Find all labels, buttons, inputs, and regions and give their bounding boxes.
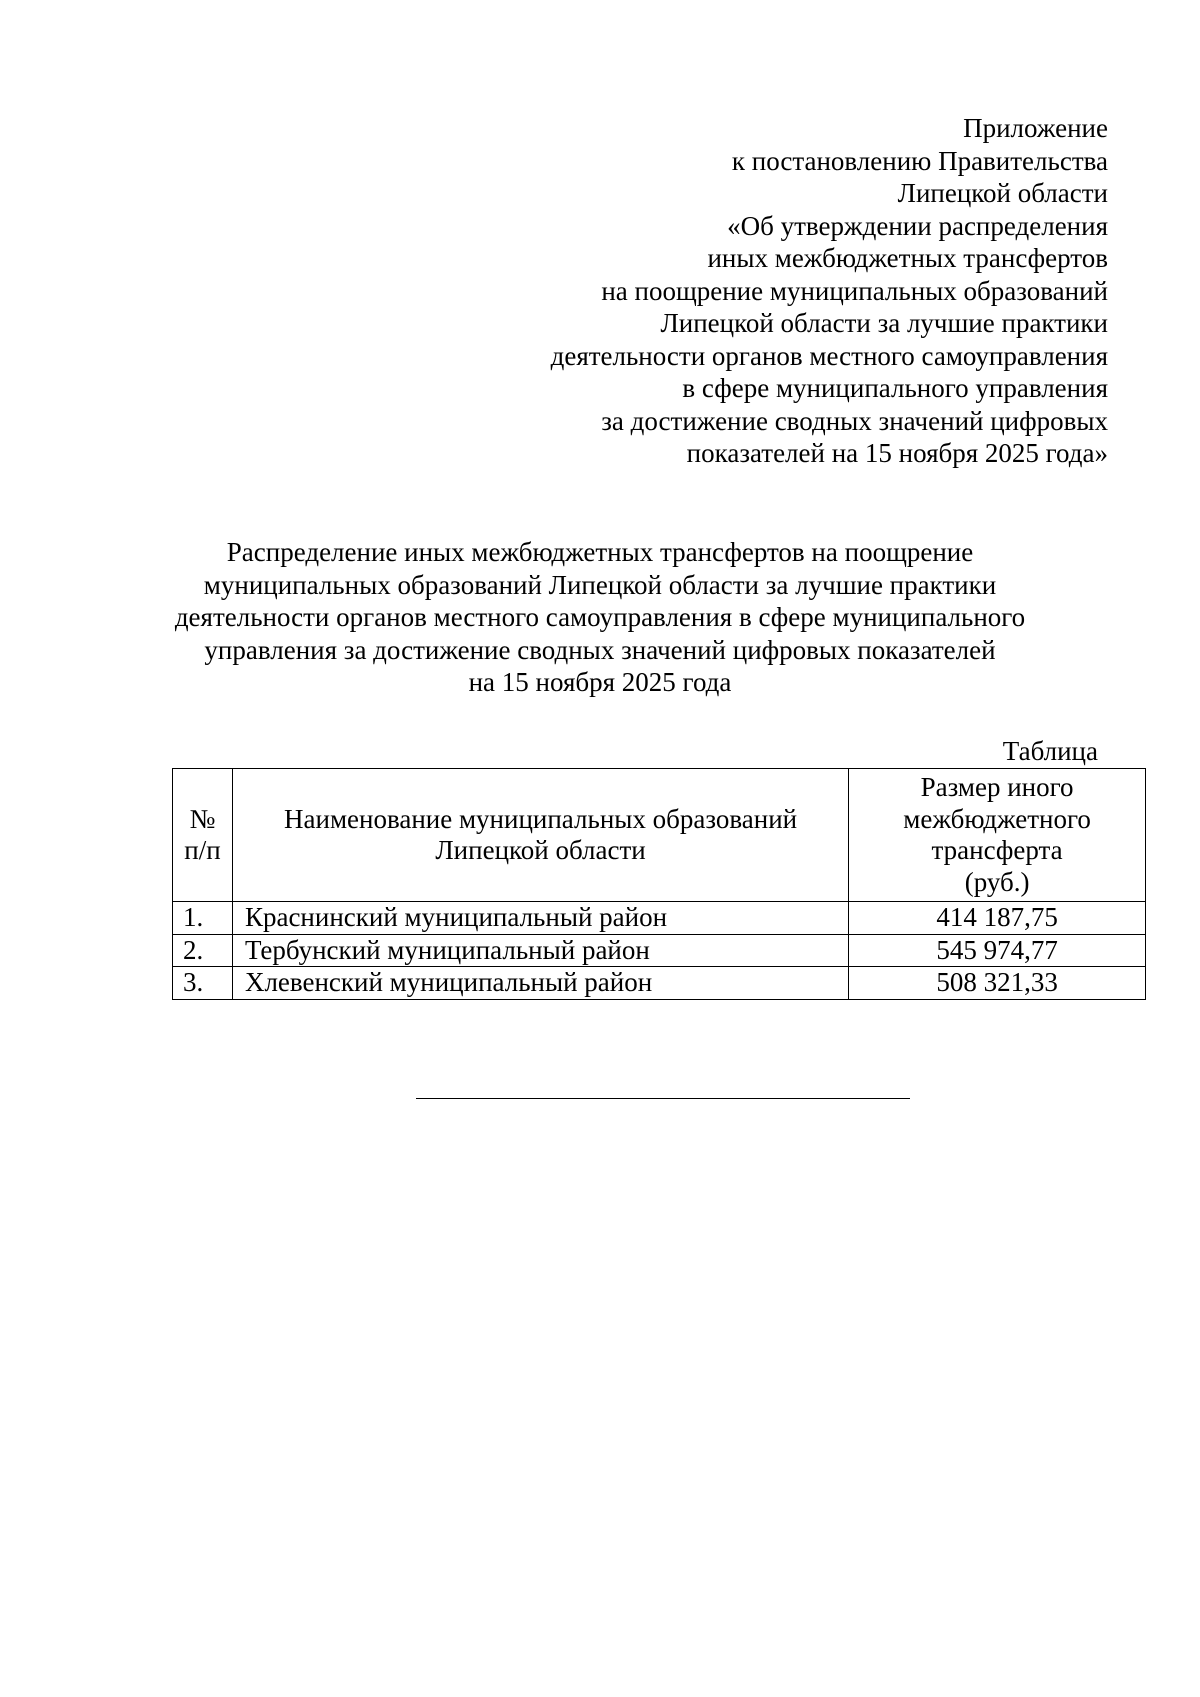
row-transfer-amount: 545 974,77 (849, 934, 1146, 967)
table-header-row (173, 769, 1146, 902)
title-line: на 15 ноября 2025 года (468, 667, 732, 697)
appendix-line: Липецкой области (897, 178, 1108, 208)
row-municipality-name: Тербунский муниципальный район (232, 934, 848, 967)
row-transfer-amount: 414 187,75 (849, 902, 1146, 935)
appendix-line: деятельности органов местного самоуправления (550, 340, 1108, 371)
appendix-line: на поощрение муниципальных образований (601, 275, 1108, 306)
title-line: Распределение иных межбюджетных трансфертов на поощрение (226, 537, 974, 567)
appendix-line: показателей на 15 ноября 2025 года» (686, 438, 1108, 468)
header-municipality-name: Наименование муниципальных образований Липецкой области (232, 769, 848, 902)
table-row (173, 902, 1146, 935)
row-municipality-name: Хлевенский муниципальный район (232, 967, 848, 1000)
header-number: № п/п (173, 769, 233, 902)
appendix-line: к постановлению Правительства (731, 145, 1108, 176)
allocation-table (172, 768, 1146, 1000)
appendix-line: в сфере муниципального управления (682, 373, 1108, 403)
table-row (173, 967, 1146, 1000)
appendix-line: иных межбюджетных трансфертов (707, 243, 1108, 273)
appendix-line: за достижение сводных значений цифровых (601, 405, 1108, 436)
document-title (0, 536, 1200, 699)
row-number: 1. (173, 902, 233, 935)
appendix-line: Приложение (963, 113, 1108, 143)
title-line: деятельности органов местного самоуправления в сфере муниципального (174, 602, 1026, 632)
row-number: 2. (173, 934, 233, 967)
row-transfer-amount: 508 321,33 (849, 967, 1146, 1000)
header-transfer-amount: Размер иного межбюджетного трансферта (руб.) (849, 769, 1146, 902)
title-line: муниципальных образований Липецкой области за лучшие практики (203, 569, 997, 600)
appendix-line: Липецкой области за лучшие практики (660, 308, 1108, 338)
title-line: управления за достижение сводных значений цифровых показателей (204, 634, 996, 665)
table-caption: Таблица (1002, 736, 1098, 766)
table-row (173, 934, 1146, 967)
appendix-line: «Об утверждении распределения (727, 210, 1108, 241)
end-separator-line (416, 1098, 910, 1099)
appendix-header (551, 112, 1108, 470)
row-number: 3. (173, 967, 233, 1000)
row-municipality-name: Краснинский муниципальный район (232, 902, 848, 935)
